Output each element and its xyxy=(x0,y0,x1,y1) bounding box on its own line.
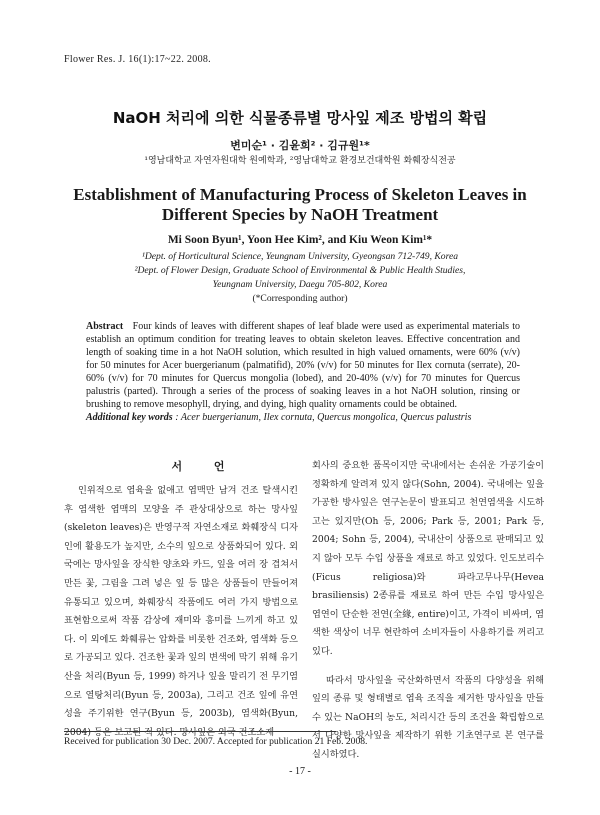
keywords-label: Additional key words xyxy=(86,412,173,423)
journal-citation: Flower Res. J. 16(1):17~22. 2008. xyxy=(64,54,211,65)
english-affiliations xyxy=(0,250,600,306)
english-authors: Mi Soon Byun¹, Yoon Hee Kim², and Kiu Weon Kim¹* xyxy=(167,234,433,246)
korean-affiliation: ¹영남대학교 자연자원대학 원예학과, ²영남대학교 환경보건대학원 화훼장식전공 xyxy=(144,156,456,166)
corresponding-note: (*Corresponding author) xyxy=(252,293,348,304)
right-column xyxy=(312,457,544,765)
footnote-divider xyxy=(64,731,336,732)
english-title xyxy=(0,185,600,225)
korean-authors: 변미순¹ · 김윤희² · 김규원¹* xyxy=(230,139,370,152)
keywords xyxy=(86,412,536,423)
section-title: 서 언 xyxy=(171,460,239,473)
abstract-text: Four kinds of leaves with different shapes of leaf blade were used as experimental materials to establish an optimum condition for treating leaves to obtain skeleton leaves. Effective concentration and length of soaking time in a hot NaOH solution, which resulted in high valued ornaments, were 60% (v/v) for 50 minutes for Acer buergerianum (palmatifid), 20% (v/v) for 50 minutes for Ilex cornuta (serrate), 20-60% (v/v) for 70 minutes for Quercus mongolia (lobed), and 20-40% (v/v) for 70 minutes for Quercus palustris (parted). Through a series of the process of soaking leaves in a hot NaOH solution, rinsing or brushing to remove mesophyll, drying, and dying, high quality ornaments could be obtained. xyxy=(86,321,520,410)
english-title-line2: Different Species by NaOH Treatment xyxy=(161,205,439,224)
english-title-line1: Establishment of Manufacturing Process of Skeleton Leaves in xyxy=(73,185,527,204)
affiliation-1: ¹Dept. of Horticultural Science, Yeungnam University, Gyeongsan 712-749, Korea xyxy=(141,251,459,262)
keywords-text: : Acer buergerianum, Ilex cornuta, Quercus mongolica, Quercus palustris xyxy=(172,412,472,423)
left-column xyxy=(64,482,298,742)
abstract xyxy=(86,320,520,411)
korean-title: NaOH 처리에 의한 식물종류별 망사잎 제조 방법의 확립 xyxy=(112,109,488,127)
paragraph: 따라서 망사잎을 국산화하면서 작품의 다양성을 위해 잎의 종류 및 형태별로 엽육 조직을 제거한 망사잎을 만들 수 있는 NaOH의 농도, 처리시간 등의 조건을 확립함으로서 다양한 망사잎을 제작하기 위한 기초연구로 본 연구를 실시하였다. xyxy=(312,674,544,760)
paragraph: 인위적으로 엽육을 없애고 엽맥만 남겨 건조 탈색시킨 후 염색한 엽맥의 모양을 주 관상대상으로 하는 망사잎(skeleton leaves)은 반영구적 자연소재로 화훼장식 디자인에 활용도가 높지만, 소수의 잎으로 상품화되어 있다. 외국에는 망사잎을 장식한 양초와 카드, 잎을 여러 장 겹쳐서 만든 꽃, 그림을 그려 넣은 잎 등 많은 상품들이 만들어져 유통되고 있으며, 화훼장식 작품에도 여러 가지 방법으로 표현함으로써 작품 감상에 재미와 흥미를 느끼게 하고 있다. 이 외에도 화훼류는 압화를 비롯한 건조화, 염색화 등으로 가공되고 있다. 건조한 꽃과 잎의 변색에 막기 위해 유기산을 처리(Byun 등, 1999) 하거나 잎을 말리기 전 무기염으로 열탕처리(Byun 등, 2003a), 그리고 건조 잎에 유연성을 주기위한 연구(Byun 등, 2003b), 염색화(Byun, 2004) 등은 보고된 적 있다. 망사잎은 외국 건조소재 xyxy=(64,485,298,738)
abstract-label: Abstract xyxy=(86,321,124,332)
footnote: Received for publication 30 Dec. 2007. Accepted for publication 21 Feb. 2008. xyxy=(64,736,368,747)
affiliation-2: ²Dept. of Flower Design, Graduate School of Environmental & Public Health Studies, xyxy=(134,265,466,276)
paragraph: 회사의 중요한 품목이지만 국내에서는 손쉬운 가공기술이 정확하게 알려져 있지 않다(Sohn, 2004). 국내에는 잎을 가공한 방사잎은 연구논문이 발표되고 천연염색을 시도하고는 있지만(Oh 등, 2006; Park 등, 2001; Park 등, 2004; Sohn 등, 2004), 국내산이 상품으로 판매되고 있지 않아 모두 수입 상품을 재료로 하고 있었다. 인도보리수(Ficus religiosa)와 파라고무나무(Hevea brasiliensis) 2종류를 재료로 하여 만든 수입 망사잎은 엽연이 단순한 전연(全緣, entire)이고, 가격이 비싸며, 염색한 색상이 너무 현란하여 소비자들이 사용하기를 꺼리고 있다. xyxy=(312,460,544,657)
page-number: - 17 - xyxy=(289,766,311,777)
affiliation-3: Yeungnam University, Daegu 705-802, Korea xyxy=(212,279,388,290)
